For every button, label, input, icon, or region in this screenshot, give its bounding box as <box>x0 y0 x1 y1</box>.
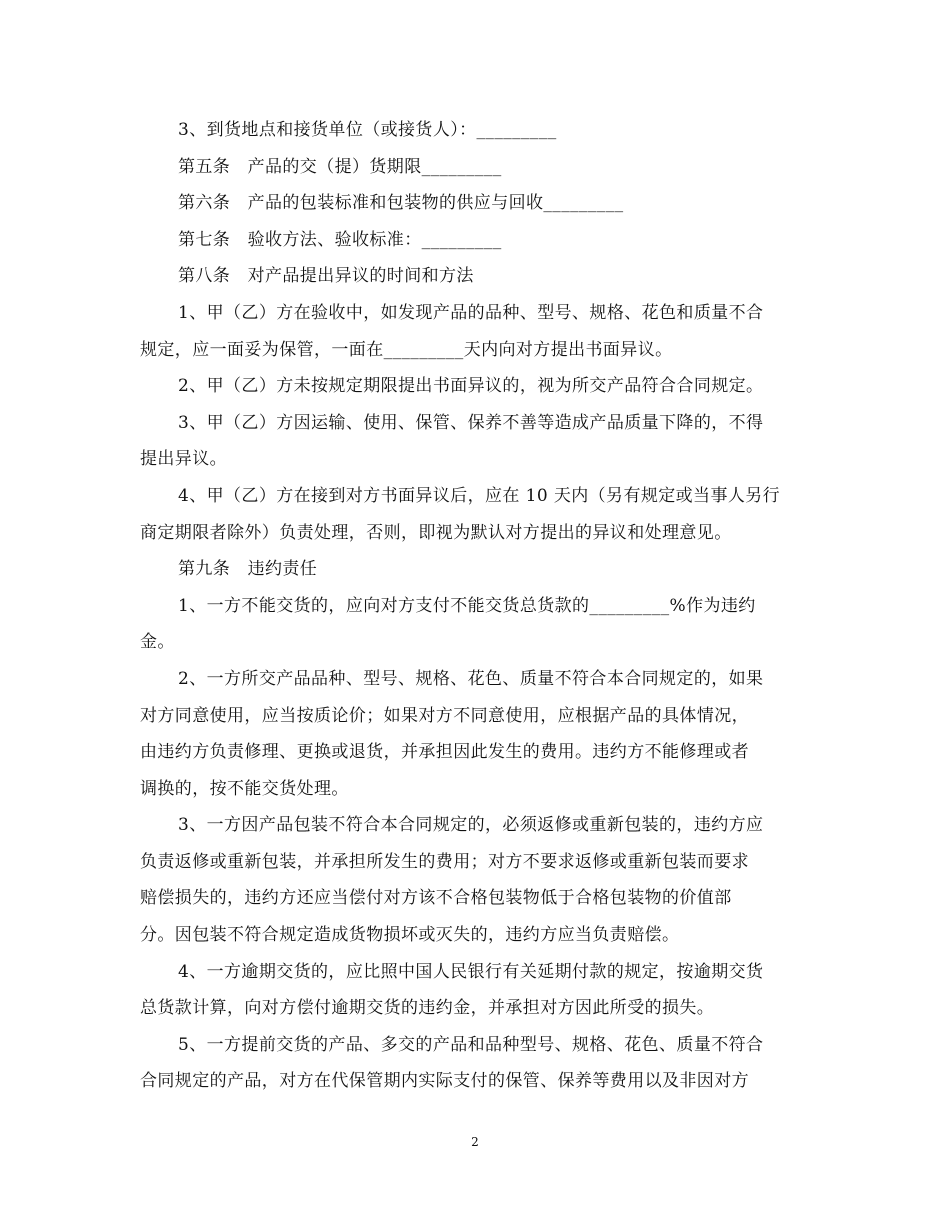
text-line: 调换的，按不能交货处理。 <box>140 778 349 799</box>
text-line: 5、一方提前交货的产品、多交的产品和品种型号、规格、花色、质量不符合 <box>178 1034 764 1055</box>
text-line: 提出异议。 <box>140 449 227 470</box>
text-line: 1、甲（乙）方在验收中，如发现产品的品种、型号、规格、花色和质量不合 <box>178 302 764 323</box>
text-line: 3、到货地点和接货单位（或接货人）：_________ <box>178 120 557 140</box>
text-line: 1、一方不能交货的，应向对方支付不能交货总货款的_________%作为违约 <box>178 595 756 616</box>
article-6-heading: 第六条 产品的包装标准和包装物的供应与回收_________ <box>178 193 624 214</box>
document-body <box>140 112 820 1100</box>
text-line: 赔偿损失的，违约方还应当偿付对方该不合格包装物低于合格包装物的价值部 <box>140 888 732 909</box>
text-line: 2、一方所交产品品种、型号、规格、花色、质量不符合本合同规定的，如果 <box>178 668 764 689</box>
text-line: 2、甲（乙）方未按规定期限提出书面异议的，视为所交产品符合合同规定。 <box>178 376 764 397</box>
text-line: 3、甲（乙）方因运输、使用、保管、保养不善等造成产品质量下降的，不得 <box>178 412 764 433</box>
text-line: 分。因包装不符合规定造成货物损坏或灭失的，违约方应当负责赔偿。 <box>140 925 680 946</box>
article-5-heading: 第五条 产品的交（提）货期限_________ <box>178 156 502 177</box>
article-9-heading: 第九条 违约责任 <box>178 559 318 580</box>
text-line: 由违约方负责修理、更换或退货，并承担因此发生的费用。违约方不能修理或者 <box>140 742 749 763</box>
text-line: 4、一方逾期交货的，应比照中国人民银行有关延期付款的规定，按逾期交货 <box>178 961 764 982</box>
text-line: 规定，应一面妥为保管，一面在_________天内向对方提出书面异议。 <box>140 339 673 360</box>
text-line: 3、一方因产品包装不符合本合同规定的，必须返修或重新包装的，违约方应 <box>178 815 764 836</box>
article-7-heading: 第七条 验收方法、验收标准：_________ <box>178 229 502 250</box>
text-line: 负责返修或重新包装，并承担所发生的费用；对方不要求返修或重新包装而要求 <box>140 851 749 872</box>
text-line: 4、甲（乙）方在接到对方书面异议后，应在 10 天内（另有规定或当事人另行 <box>178 485 781 506</box>
article-8-heading: 第八条 对产品提出异议的时间和方法 <box>178 266 474 287</box>
text-line: 合同规定的产品，对方在代保管期内实际支付的保管、保养等费用以及非因对方 <box>140 1071 749 1092</box>
text-line: 总货款计算，向对方偿付逾期交货的违约金，并承担对方因此所受的损失。 <box>140 998 715 1019</box>
page-number: 2 <box>471 1135 479 1149</box>
text-line: 对方同意使用，应当按质论价；如果对方不同意使用，应根据产品的具体情况， <box>140 705 749 726</box>
text-line: 金。 <box>140 632 175 653</box>
text-line: 商定期限者除外）负责处理，否则，即视为默认对方提出的异议和处理意见。 <box>140 522 732 543</box>
